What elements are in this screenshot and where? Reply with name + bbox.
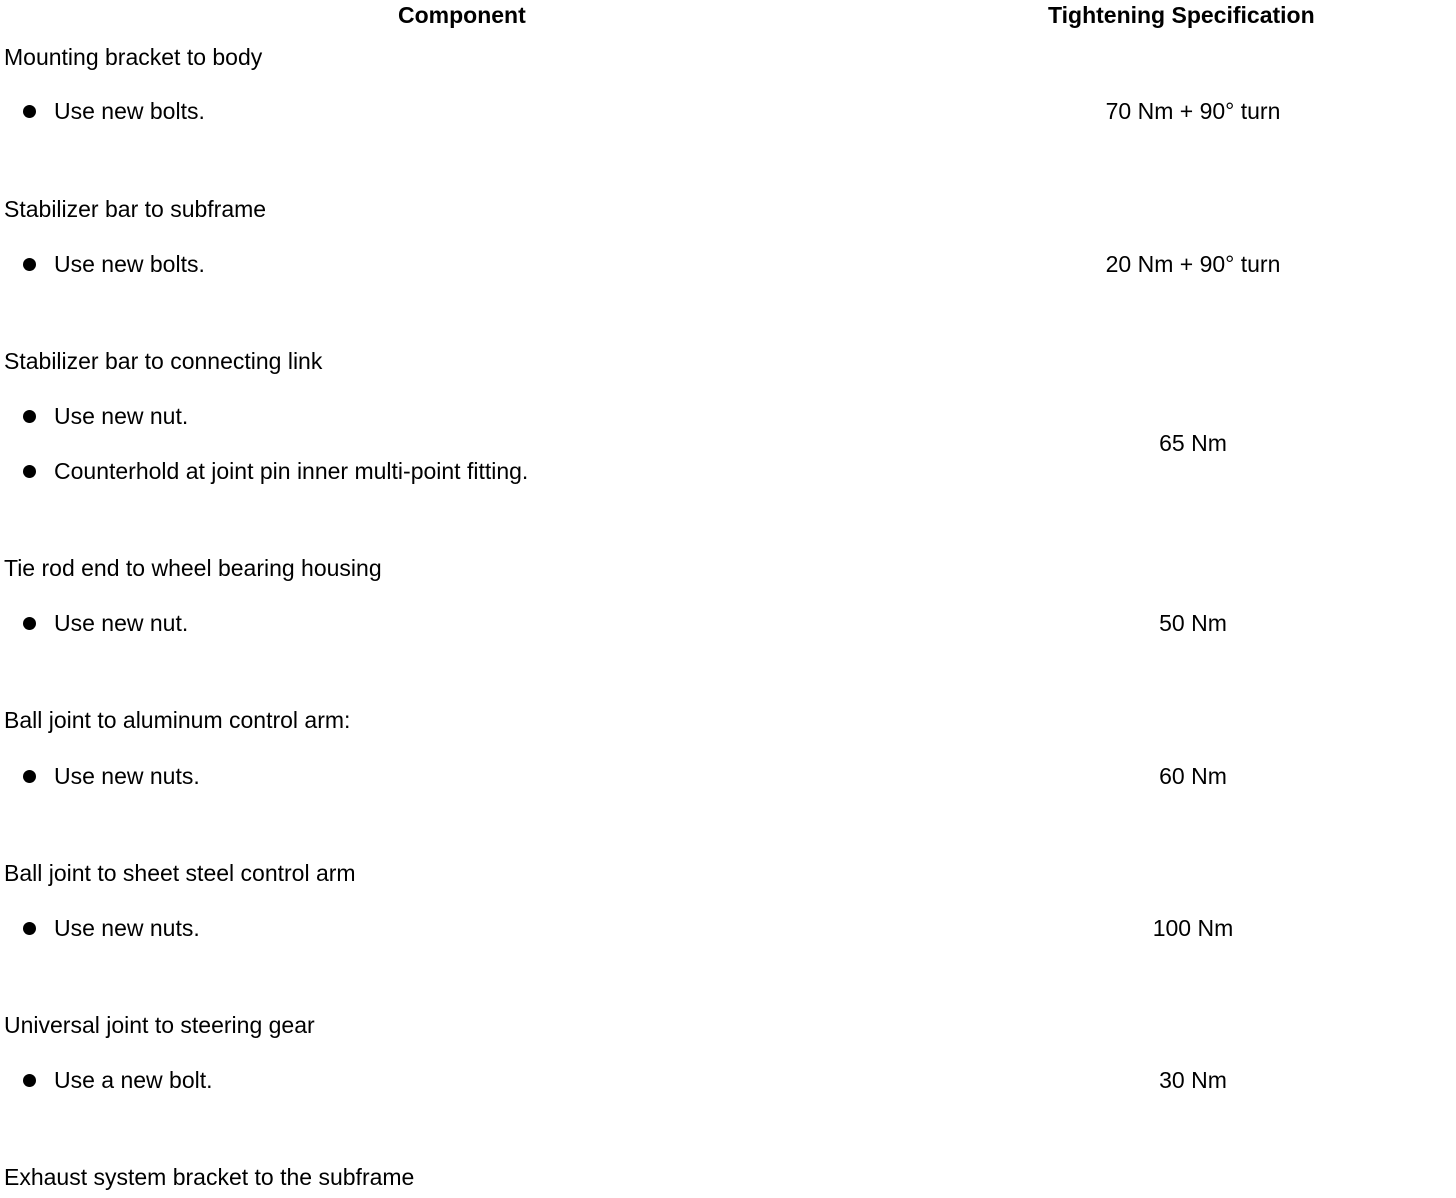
note-text: Use a new bolt. — [54, 1067, 213, 1093]
bullet-icon — [23, 1074, 36, 1087]
bullet-icon — [23, 617, 36, 630]
component-name: Stabilizer bar to subframe — [4, 196, 267, 222]
component-name: Ball joint to aluminum control arm: — [4, 707, 351, 733]
component-name: Mounting bracket to body — [4, 44, 263, 70]
spec-value: 50 Nm — [1159, 610, 1227, 636]
bullet-icon — [23, 105, 36, 118]
note-text: Use new nut. — [54, 610, 189, 636]
spec-value: 70 Nm + 90° turn — [1105, 98, 1281, 124]
spec-value: 60 Nm — [1159, 763, 1227, 789]
column-header-specification: Tightening Specification — [1048, 2, 1315, 28]
spec-value: 20 Nm + 90° turn — [1105, 251, 1281, 277]
note-text: Use new bolts. — [54, 251, 205, 277]
component-name: Stabilizer bar to connecting link — [4, 348, 323, 374]
bullet-icon — [23, 465, 36, 478]
spec-value: 100 Nm — [1152, 915, 1234, 941]
bullet-icon — [23, 410, 36, 423]
component-name: Universal joint to steering gear — [4, 1012, 315, 1038]
component-name: Ball joint to sheet steel control arm — [4, 860, 356, 886]
note-text: Use new bolts. — [54, 98, 205, 124]
bullet-icon — [23, 922, 36, 935]
note-text: Use new nuts. — [54, 915, 200, 941]
bullet-icon — [23, 258, 36, 271]
component-name: Exhaust system bracket to the subframe — [4, 1164, 415, 1190]
bullet-icon — [23, 770, 36, 783]
note-text: Counterhold at joint pin inner multi-point fitting. — [54, 458, 529, 484]
spec-value: 65 Nm — [1159, 430, 1227, 456]
column-header-component: Component — [398, 2, 526, 28]
note-text: Use new nuts. — [54, 763, 200, 789]
note-text: Use new nut. — [54, 403, 189, 429]
spec-value: 30 Nm — [1159, 1067, 1227, 1093]
component-name: Tie rod end to wheel bearing housing — [4, 555, 382, 581]
